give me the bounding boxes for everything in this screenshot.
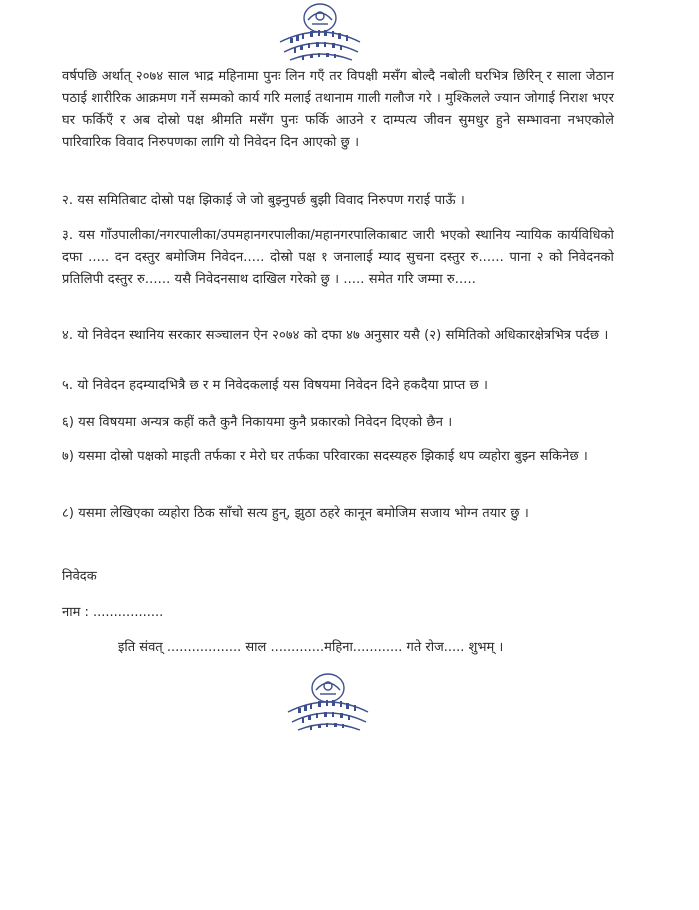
applicant-label: निवेदक [62,569,97,584]
body-paragraph-1: वर्षपछि अर्थात् २०७४ साल भाद्र महिनामा पुनः लिन गएँ तर विपक्षी मसँग बोल्दै नबोली घरभित्र छिरिन् र साला जेठान पठाई शारीरिक आक्रमण गर्ने सम्मको कार्य गरि मलाई तथानाम गाली गलौज गरे । मुश्किलले ज्यान जोगाई निराश भएर घर फर्किएँ र अब दोस्रो पक्ष श्रीमति मसँग पुनः फर्कि आउने र दाम्पत्य जीवन सुमधुर हुने सम्भावना नभएकोले पारिवारिक विवाद निरुपणका लागि यो निवेदन दिन आएको छु । [62,69,614,150]
date-line: इति संवत् .................. साल .............महिना............ गते रोज..... शुभम् । [118,640,504,655]
clause-4: ४. यो निवेदन स्थानिय सरकार सञ्चालन ऐन २०७४ को दफा ४७ अनुसार यसै (२) समितिको अधिकारक्षेत्रभित्र पर्दछ । [62,328,609,343]
office-stamp-top [260,2,380,64]
office-stamp-bottom [268,672,388,734]
clause-3: ३. यस गाँउपालीका/नगरपालीका/उपमहानगरपालीका/महानगरपालिकाबाट जारी भएको स्थानिय न्यायिक कार्यविधिको दफा ..... दन दस्तुर बमोजिम निवेदन..... दोस्रो पक्ष १ जनालाई म्याद सुचना दस्तुर रु...... पाना २ को निवेदनको प्रतिलिपी दस्तुर रु...... यसै निवेदनसाथ दाखिल गरेको छु । ..... समेत गरि जम्मा रु..... [62,228,614,287]
clause-7: ७) यसमा दोस्रो पक्षको माइती तर्फका र मेरो घर तर्फका परिवारका सदस्यहरु झिकाई थप व्यहोरा बुझ्न सकिनेछ । [62,449,588,464]
applicant-name-line: नाम : ................. [62,605,164,620]
stamp-emblem-icon [268,672,388,734]
clause-6: ६) यस विषयमा अन्यत्र कहीं कतै कुनै निकायमा कुनै प्रकारको निवेदन दिएको छैन । [62,415,453,430]
clause-5: ५. यो निवेदन हदम्यादभित्रै छ र म निवेदकलाई यस विषयमा निवेदन दिने हकदैया प्राप्त छ । [62,378,489,393]
stamp-emblem-icon [260,2,380,64]
clause-8: ८) यसमा लेखिएका व्यहोरा ठिक साँचो सत्य हुन्, झुठा ठहरे कानून बमोजिम सजाय भोग्न तयार छु । [62,506,529,521]
clause-2: २. यस समितिबाट दोस्रो पक्ष झिकाई जे जो बुझ्नुपर्छ बुझी विवाद निरुपण गराई पाऊँ । [62,193,465,208]
